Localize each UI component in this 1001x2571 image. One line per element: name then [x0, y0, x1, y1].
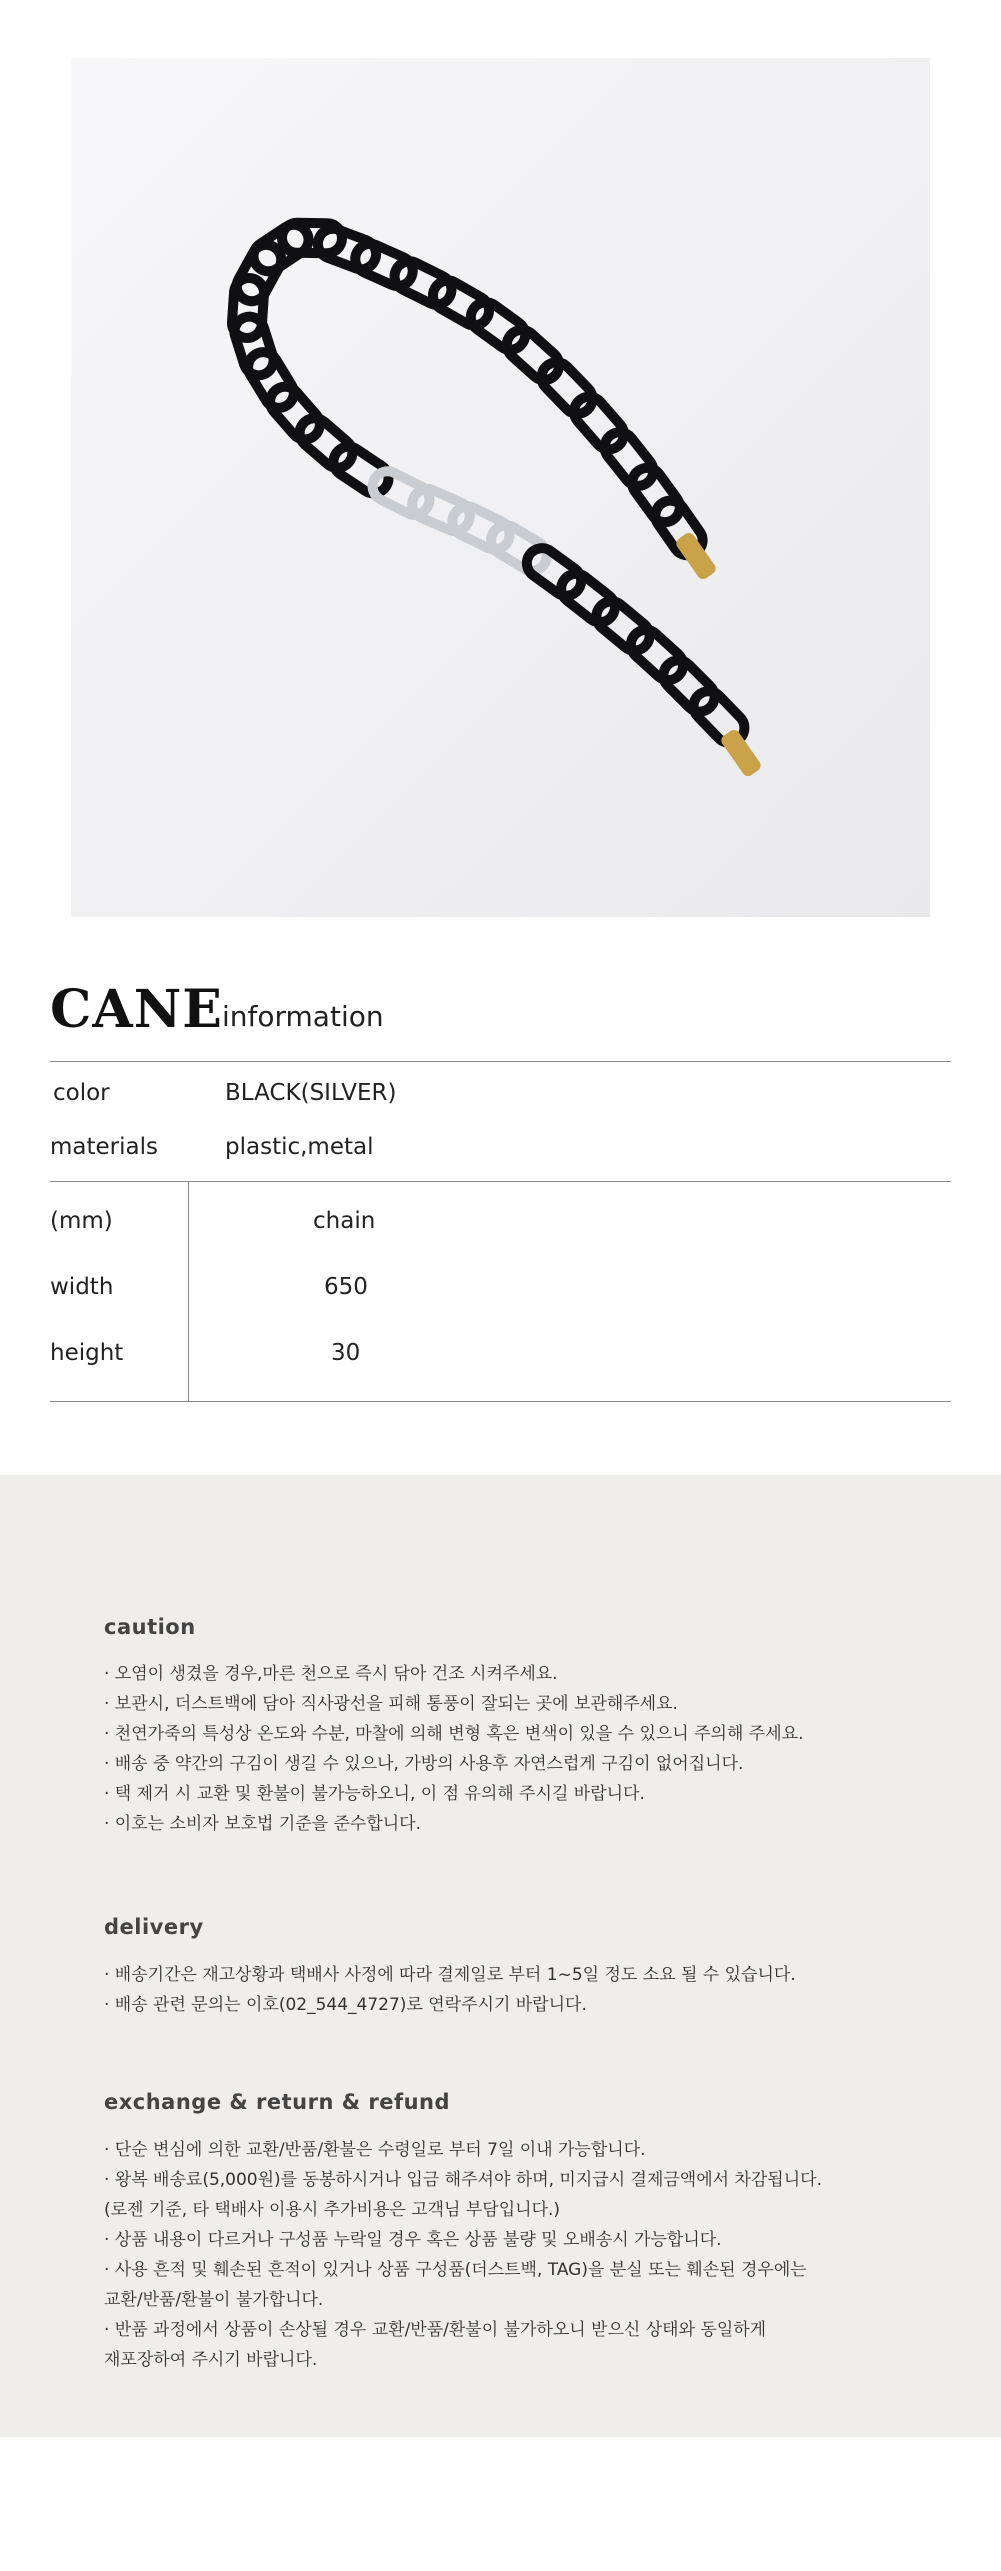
caution-line: · 배송 중 약간의 구김이 생길 수 있으나, 가방의 사용후 자연스럽게 구김이 없어집니다.	[104, 1754, 744, 1774]
exchange-line: · 단순 변심에 의한 교환/반품/환불은 수령일로 부터 7일 이내 가능합니다.	[104, 2140, 646, 2160]
black-chain-link	[568, 391, 630, 456]
exchange-line: · 왕복 배송료(5,000원)를 동봉하시거나 입금 해주셔야 하며, 미지급시 결제금액에서 차감됩니다.	[104, 2170, 822, 2190]
exchange-line: · 반품 과정에서 상품이 손상될 경우 교환/반품/환불이 불가하오니 받으신 상태와 동일하게	[104, 2320, 767, 2340]
caution-line: · 이호는 소비자 보호법 기준을 준수합니다.	[104, 1814, 422, 1834]
exchange-line: 교환/반품/환불이 불가합니다.	[104, 2290, 324, 2310]
caution-line: · 보관시, 더스트백에 담아 직사광선을 피해 통풍이 잘되는 곳에 보관해주세요.	[104, 1694, 678, 1714]
height-value: 30	[331, 1340, 361, 1366]
divider	[50, 1061, 951, 1062]
caution-line: · 오염이 생겼을 경우,마른 천으로 즉시 닦아 건조 시켜주세요.	[104, 1664, 558, 1684]
exchange-line: · 상품 내용이 다르거나 구성품 누락일 경우 혹은 상품 불량 및 오배송시 가능합니다.	[104, 2230, 722, 2250]
black-chain-link	[599, 426, 660, 492]
caution-title: caution	[104, 1615, 196, 1639]
divider	[50, 1401, 951, 1402]
black-chain-link	[501, 324, 566, 386]
color-label: color	[53, 1080, 110, 1106]
materials-value: plastic,metal	[225, 1134, 374, 1160]
caution-line: · 택 제거 시 교환 및 환불이 불가능하오니, 이 점 유의해 주시길 바랍니다.	[104, 1784, 645, 1804]
materials-label: materials	[50, 1134, 158, 1160]
exchange-title: exchange & return & refund	[104, 2090, 451, 2114]
width-label: width	[50, 1274, 114, 1300]
exchange-line: · 사용 흔적 및 훼손된 흔적이 있거나 상품 구성품(더스트백, TAG)을 분실 또는 훼손된 경우에는	[104, 2260, 807, 2280]
black-chain-link	[231, 313, 278, 379]
black-chain-link	[535, 356, 598, 420]
width-value: 650	[324, 1274, 368, 1300]
height-label: height	[50, 1340, 124, 1366]
divider	[50, 1181, 951, 1182]
caution-line: · 천연가죽의 특성상 온도와 수분, 마찰에 의해 변형 혹은 변색이 있을 수 있으니 주의해 주세요.	[104, 1724, 804, 1744]
brand-logo: CANE	[50, 979, 223, 1040]
info-panel	[0, 1475, 1001, 2437]
part-label: chain	[313, 1208, 376, 1234]
unit-label: (mm)	[50, 1208, 113, 1234]
delivery-line: · 배송기간은 재고상황과 택배사 사정에 따라 결제일로 부터 1~5일 정도 소요 될 수 있습니다.	[104, 1965, 796, 1985]
black-chain-link	[625, 624, 690, 687]
product-photo	[71, 58, 930, 917]
exchange-line: 재포장하여 주시기 바랍니다.	[104, 2350, 318, 2370]
exchange-line: (로젠 기준, 타 택배사 이용시 추가비용은 고객님 부담입니다.)	[104, 2200, 561, 2220]
delivery-title: delivery	[104, 1915, 204, 1939]
table-divider	[188, 1181, 189, 1401]
chain-strap-image	[71, 58, 930, 917]
section-subtitle: information	[222, 1000, 384, 1033]
delivery-line: · 배송 관련 문의는 이호(02_544_4727)로 연락주시기 바랍니다.	[104, 1995, 587, 2015]
color-value: BLACK(SILVER)	[225, 1080, 397, 1106]
